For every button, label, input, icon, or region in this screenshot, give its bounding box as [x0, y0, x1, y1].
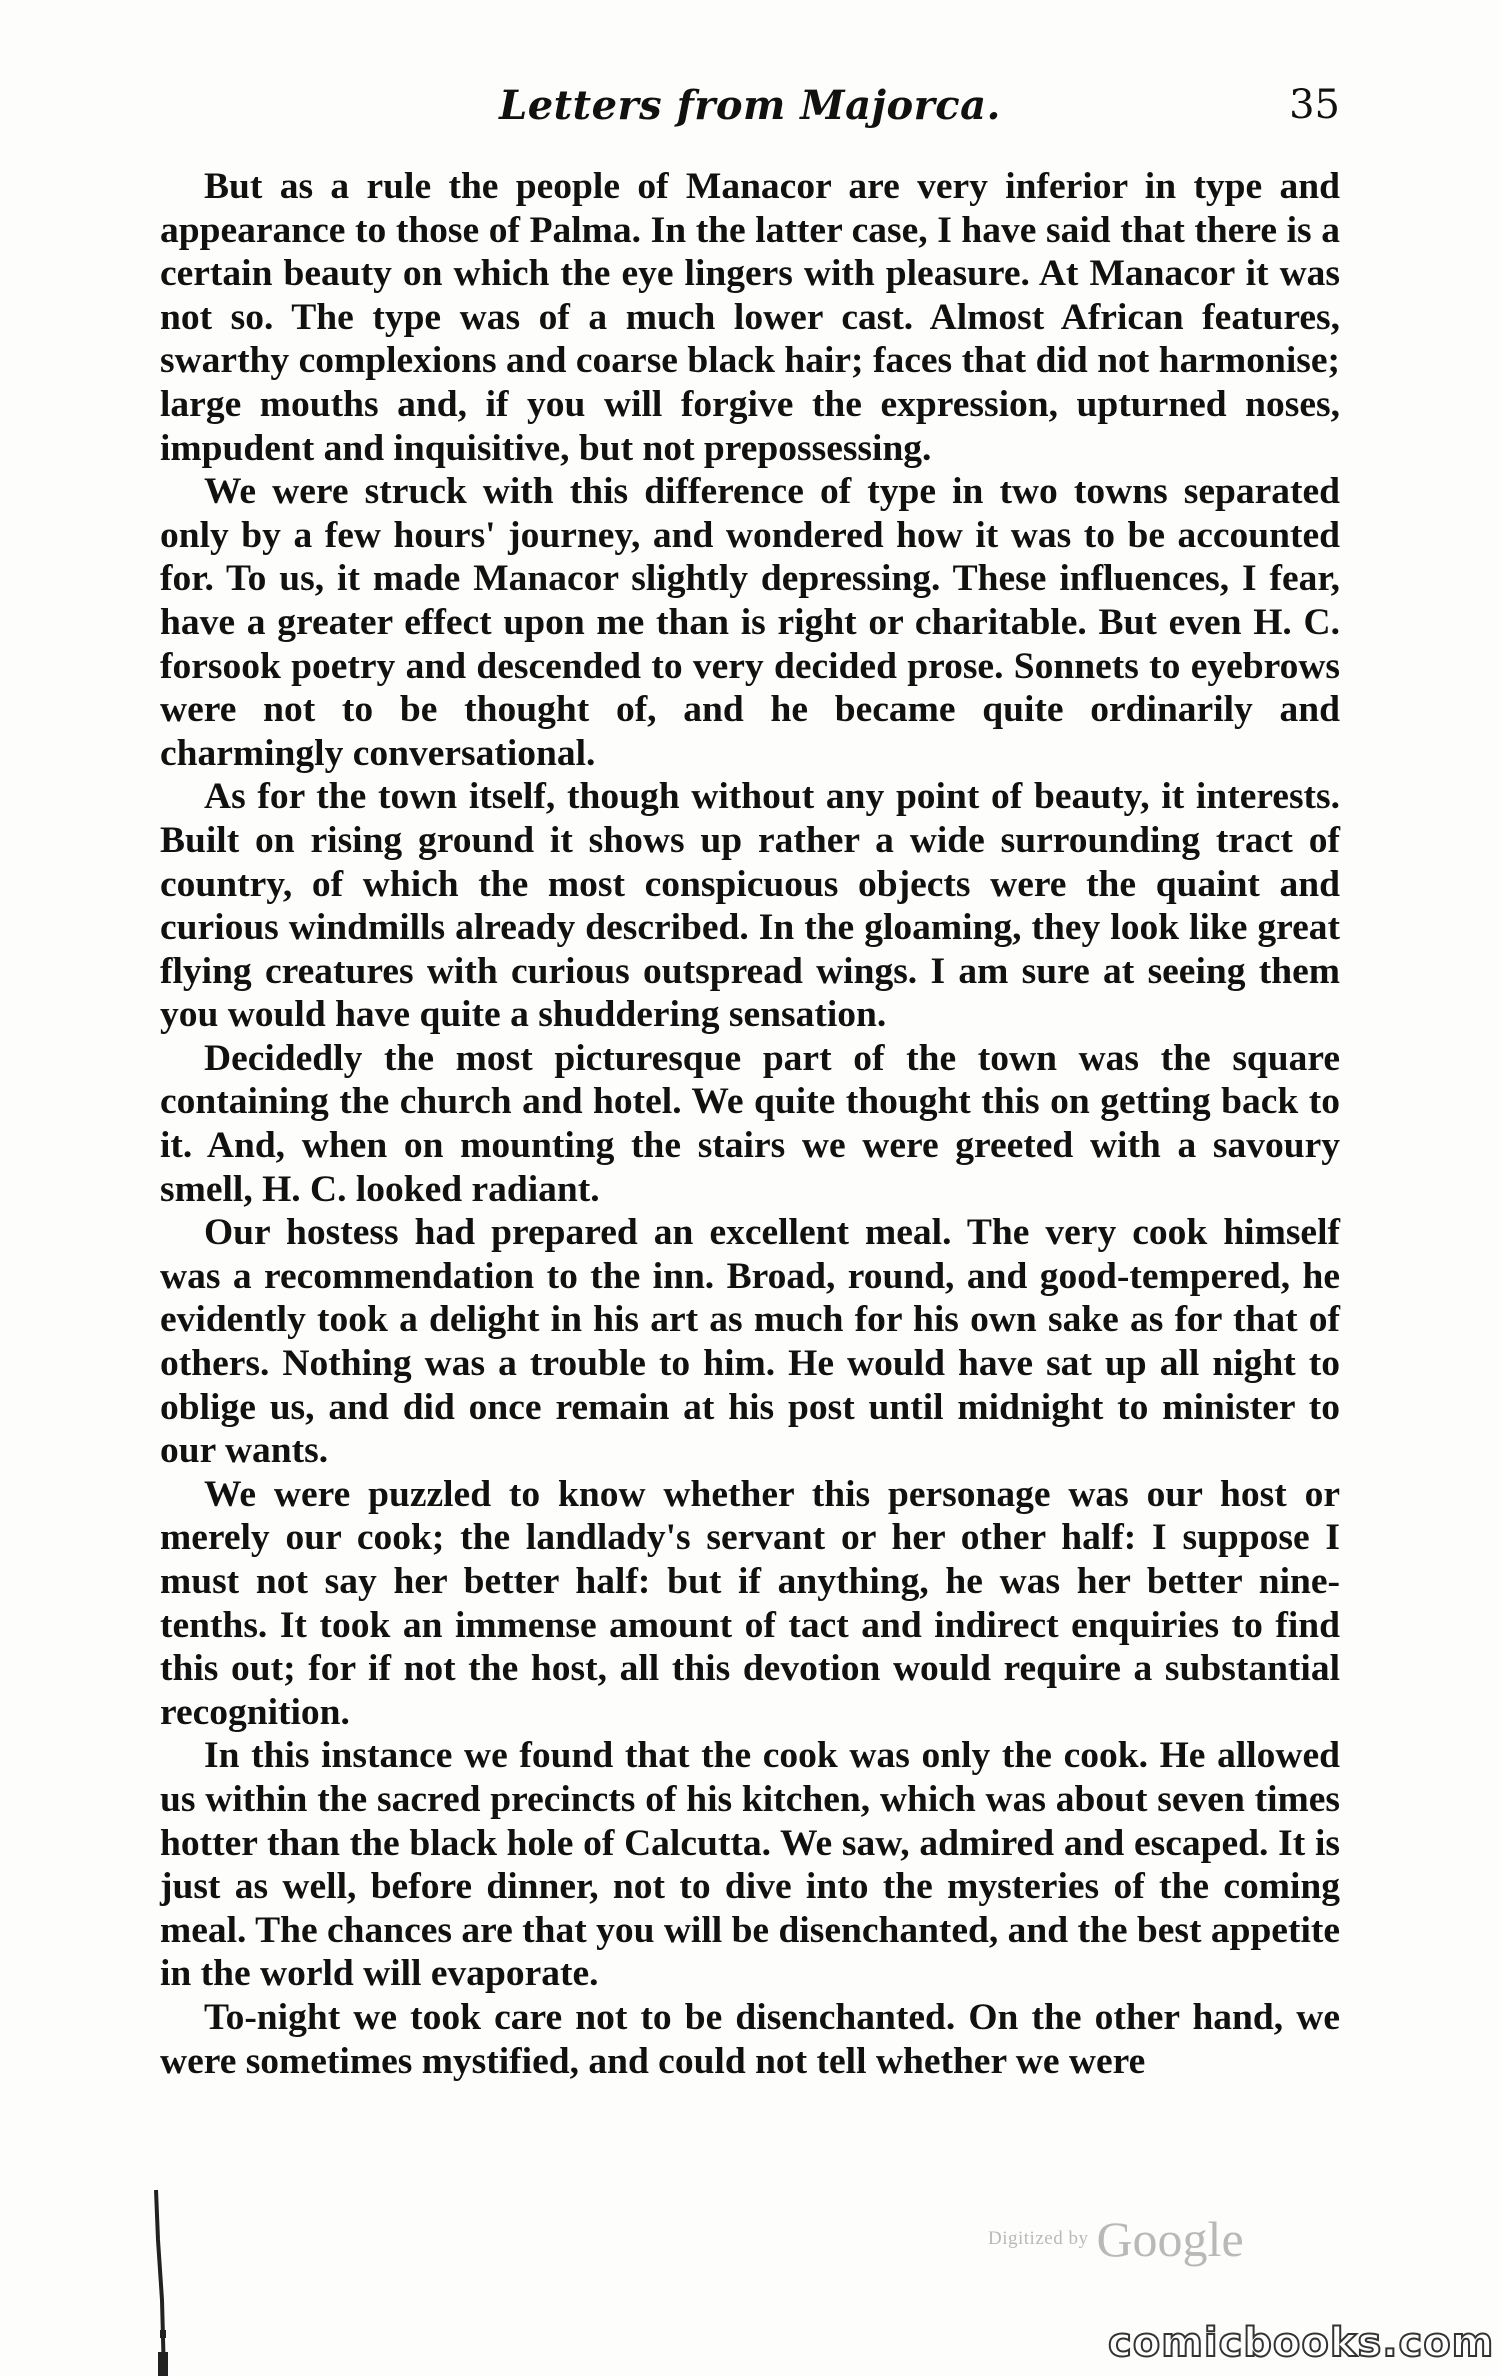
paragraph: But as a rule the people of Manacor are very inferior in type and appearance to those of Palma. In the latter case, I have said that there is a certain beauty on which the eye lingers with pleasure. At Manacor it was not so. The type was of a much lower cast. Almost African features, swarthy complexions and coarse black hair; faces that did not harmonise; large mouths and, if you will forgive the expression, upturned noses, impudent and inquisitive, but not prepossessing. — [160, 166, 1340, 469]
paragraph: We were struck with this difference of type in two towns separated only by a few hours' journey, and wondered how it was to be accounted for. To us, it made Manacor slightly depressing. These influences, I fear, have a greater effect upon me than is right or charitable. But even H. C. forsook poetry and descended to very decided prose. Sonnets to eyebrows were not to be thought of, and he became quite ordinarily and charmingly conversational. — [160, 471, 1340, 774]
page-number: 35 — [1289, 82, 1340, 128]
paragraph: We were puzzled to know whether this personage was our host or merely our cook; the landlady's servant or her other half: I suppose I must not say her better half: but if anything, he was her better nine-tenths. It took an immense amount of tact and indirect enquiries to find this out; for if not the host, all this devotion would require a substantial recognition. — [160, 1473, 1340, 1733]
comicbooks-watermark: comicbooks.com — [1108, 2320, 1495, 2366]
paragraph: Decidedly the most picturesque part of the town was the square containing the church and hotel. We quite thought this on getting back to it. And, when on mounting the stairs we were greeted with a savoury smell, H. C. looked radiant. — [160, 1037, 1340, 1210]
paragraph: Our hostess had prepared an excellent meal. The very cook himself was a recommendation to the inn. Broad, round, and good-tempered, he evidently took a delight in his art as much for his own sake as for that of others. Nothing was a trouble to him. He would have sat up all night to oblige us, and did once remain at his post until midnight to minister to our wants. — [160, 1212, 1340, 1472]
page-header — [160, 82, 1340, 142]
running-title: Letters from Majorca. — [499, 82, 1001, 129]
paragraph: As for the town itself, though without any point of beauty, it interests. Built on rising ground it shows up rather a wide surrounding tract of country, of which the most conspicuous objects were the quaint and curious windmills already described. In the gloaming, they look like great flying creatures with curious outspread wings. I am sure at seeing them you would have quite a shuddering sensation. — [160, 776, 1340, 1036]
paragraph: To-night we took care not to be disenchanted. On the other hand, we were sometimes mystified, and could not tell whether we were — [160, 1996, 1340, 2082]
margin-scan-mark — [150, 2180, 172, 2376]
body-text — [160, 165, 1340, 2083]
google-digitized-watermark — [988, 2210, 1308, 2267]
paragraph: In this instance we found that the cook was only the cook. He allowed us within the sacred precincts of his kitchen, which was about seven times hotter than the black hole of Calcutta. We saw, admired and escaped. It is just as well, before dinner, not to dive into the mysteries of the coming meal. The chances are that you will be disenchanted, and the best appetite in the world will evaporate. — [160, 1735, 1340, 1995]
digitized-by-text: Digitized by — [988, 2228, 1089, 2249]
google-logo-text: Google — [1096, 2211, 1244, 2267]
